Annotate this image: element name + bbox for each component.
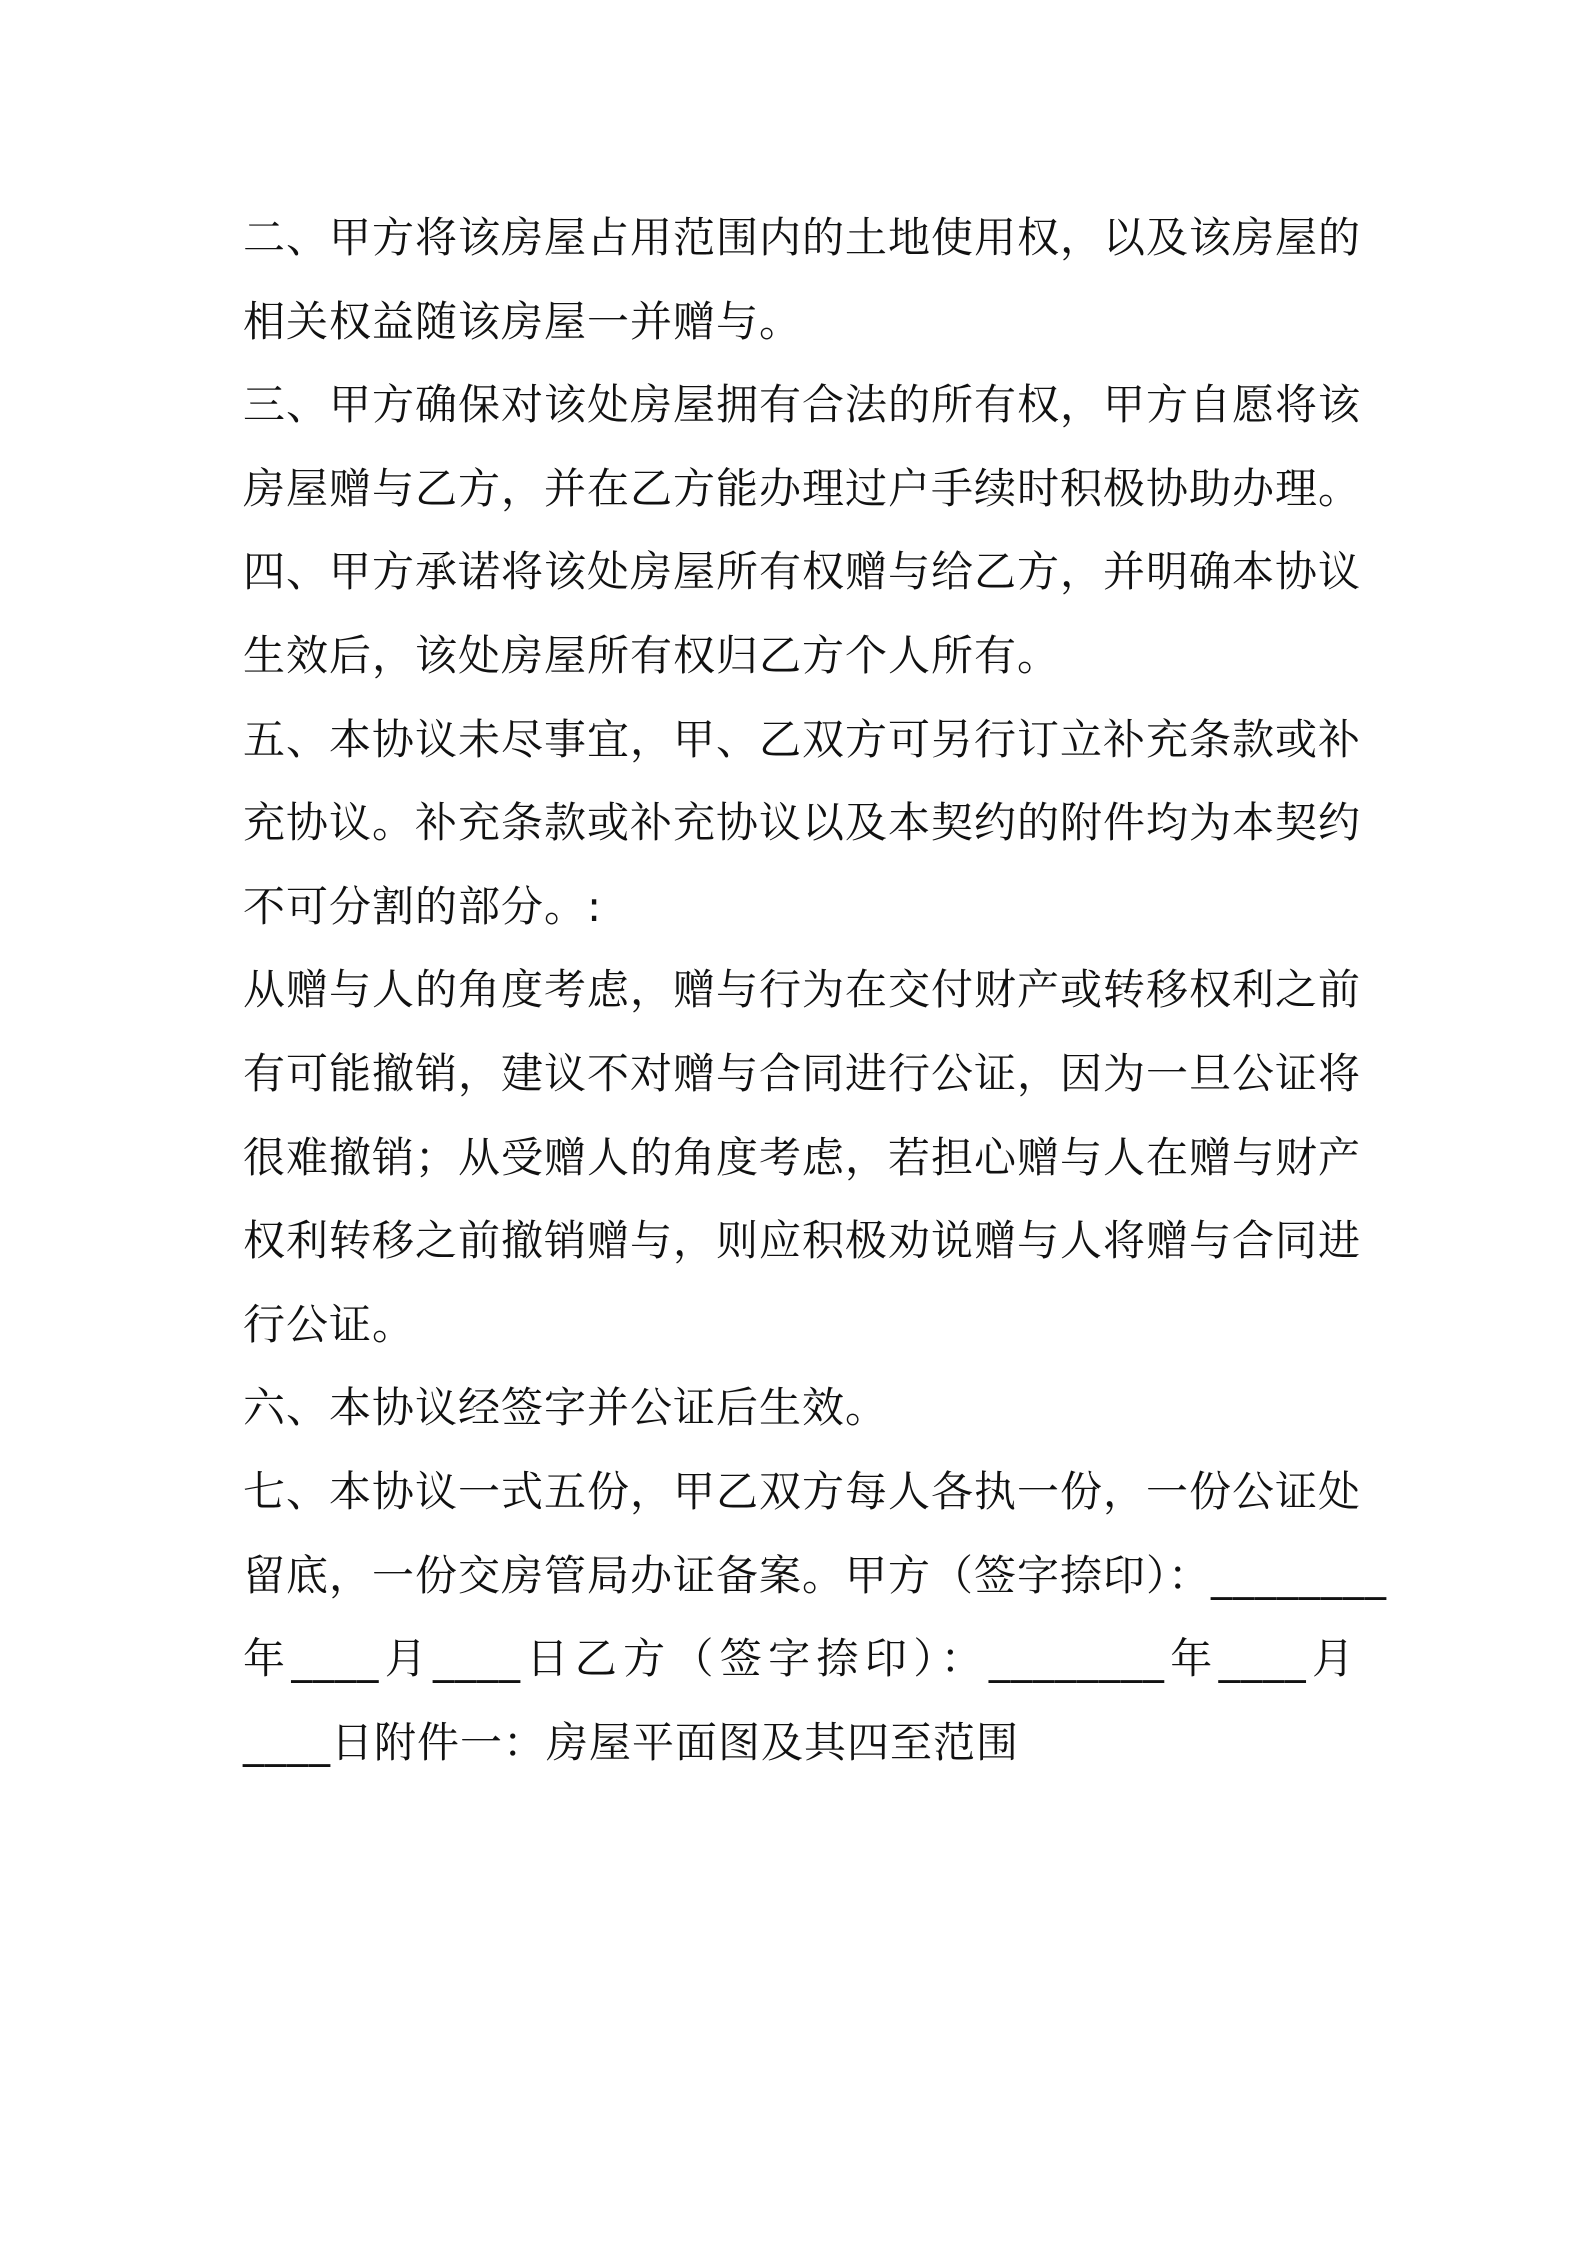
text-line: 五、本协议未尽事宜，甲、乙双方可另行订立补充条款或补 — [243, 714, 1362, 764]
text-line: 充协议。补充条款或补充协议以及本契约的附件均为本契约 — [243, 798, 1362, 848]
text-line: 三、甲方确保对该处房屋拥有合法的所有权，甲方自愿将该 — [243, 380, 1362, 430]
clause-5 — [243, 698, 1362, 949]
text-line: 四、甲方承诺将该处房屋所有权赠与给乙方，并明确本协议 — [243, 547, 1362, 597]
text-line: 从赠与人的角度考虑，赠与行为在交付财产或转移权利之前 — [243, 965, 1362, 1015]
text-line: 行公证。 — [243, 1299, 416, 1349]
text-line: 相关权益随该房屋一并赠与。 — [243, 296, 803, 346]
text-line: 二、甲方将该房屋占用范围内的土地使用权，以及该房屋的 — [243, 213, 1362, 262]
document-body — [243, 196, 1388, 1784]
clause-6 — [243, 1366, 1355, 1450]
clause-2 — [243, 196, 1362, 363]
text-line: 权利转移之前撤销赠与，则应积极劝说赠与人将赠与合同进 — [243, 1216, 1362, 1266]
text-line: 六、本协议经签字并公证后生效。 — [243, 1383, 889, 1433]
text-line: 有可能撤销，建议不对赠与合同进行公证，因为一旦公证将 — [243, 1048, 1362, 1098]
text-line: 不可分割的部分。: — [243, 881, 603, 931]
text-line: 很难撤销；从受赠人的角度考虑，若担心赠与人在赠与财产 — [243, 1132, 1362, 1182]
clause-4 — [243, 530, 1362, 697]
clause-7 — [243, 1450, 1388, 1784]
signature-line-party-a: 留底，一份交房管局办证备案。甲方（签字捺印）：________ — [243, 1550, 1388, 1600]
text-line: 七、本协议一式五份，甲乙双方每人各执一份，一份公证处 — [243, 1466, 1362, 1516]
attachment-line: ____日附件一：房屋平面图及其四至范围 — [243, 1717, 1020, 1767]
note-paragraph — [243, 948, 1362, 1366]
signature-line-party-b: 年____月____日乙方（签字捺印）：________年____月 — [243, 1634, 1355, 1684]
clause-3 — [243, 363, 1362, 530]
text-line: 房屋赠与乙方，并在乙方能办理过户手续时积极协助办理。 — [243, 463, 1362, 513]
text-line: 生效后，该处房屋所有权归乙方个人所有。 — [243, 630, 1061, 680]
